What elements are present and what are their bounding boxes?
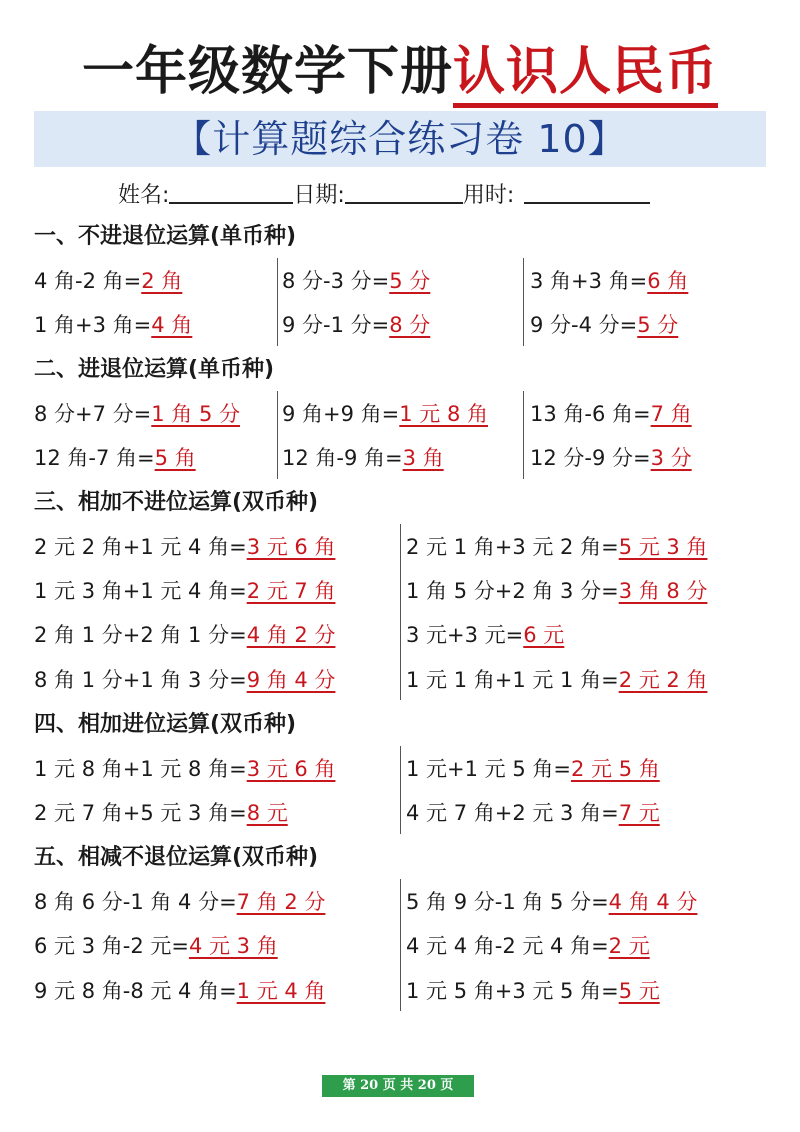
answer: 7 角 — [650, 402, 692, 426]
problem-item — [34, 531, 335, 563]
problem-item — [34, 265, 182, 297]
question: 4 元 4 角-2 元 4 角= — [406, 934, 609, 958]
problem-item — [406, 797, 660, 829]
problem-item — [406, 619, 564, 651]
answer: 6 元 — [523, 623, 565, 647]
question: 8 分+7 分= — [34, 402, 152, 426]
problem-item — [406, 664, 707, 696]
answer: 3 元 6 角 — [246, 535, 336, 559]
answer: 9 角 4 分 — [246, 668, 336, 692]
name-blank[interactable] — [169, 176, 293, 204]
answer: 5 分 — [637, 313, 679, 337]
question: 2 元 7 角+5 元 3 角= — [34, 801, 247, 825]
question: 2 元 1 角+3 元 2 角= — [406, 535, 619, 559]
answer: 3 角 8 分 — [618, 579, 708, 603]
problem-item — [530, 442, 692, 474]
problem-item — [34, 664, 335, 696]
question: 13 角-6 角= — [530, 402, 651, 426]
answer: 5 元 3 角 — [618, 535, 708, 559]
problem-item — [34, 797, 288, 829]
subtitle-banner — [34, 111, 766, 167]
question: 9 分-4 分= — [530, 313, 638, 337]
answer: 8 元 — [246, 801, 288, 825]
question: 8 角 6 分-1 角 4 分= — [34, 890, 237, 914]
problem-item — [406, 930, 650, 962]
problem-item — [34, 753, 335, 785]
answer: 2 元 2 角 — [618, 668, 708, 692]
section-title: 二、进退位运算(单币种) — [34, 357, 275, 382]
problem-item — [406, 531, 707, 563]
answer: 3 元 6 角 — [246, 757, 336, 781]
question: 4 角-2 角= — [34, 269, 142, 293]
question: 9 角+9 角= — [282, 402, 400, 426]
subtitle-text: 【计算题综合练习卷 10】 — [173, 117, 627, 161]
answer: 2 元 5 角 — [570, 757, 660, 781]
question: 1 角 5 分+2 角 3 分= — [406, 579, 619, 603]
answer: 7 元 — [618, 801, 660, 825]
time-label: 用时: — [462, 183, 515, 208]
title-highlight: 认识人民币 — [453, 42, 718, 108]
answer: 1 角 5 分 — [151, 402, 241, 426]
question: 12 角-9 角= — [282, 446, 403, 470]
problem-item — [34, 619, 335, 651]
section-title: 一、不进退位运算(单币种) — [34, 224, 297, 249]
answer: 8 分 — [389, 313, 431, 337]
answer: 1 元 8 角 — [399, 402, 489, 426]
name-label: 姓名: — [118, 183, 170, 208]
problem-item — [34, 309, 192, 341]
answer: 4 元 3 角 — [188, 934, 278, 958]
problem-item — [282, 309, 430, 341]
date-label: 日期: — [293, 183, 345, 208]
question: 1 元 3 角+1 元 4 角= — [34, 579, 247, 603]
answer: 7 角 2 分 — [236, 890, 326, 914]
problem-item — [34, 886, 325, 918]
column-divider — [523, 391, 524, 479]
question: 2 角 1 分+2 角 1 分= — [34, 623, 247, 647]
question: 3 元+3 元= — [406, 623, 524, 647]
answer: 2 元 7 角 — [246, 579, 336, 603]
problem-item — [530, 398, 692, 430]
column-divider — [400, 879, 401, 1011]
problem-item — [406, 886, 697, 918]
problem-item — [34, 975, 325, 1007]
question: 1 元 8 角+1 元 8 角= — [34, 757, 247, 781]
answer: 6 角 — [647, 269, 689, 293]
question: 2 元 2 角+1 元 4 角= — [34, 535, 247, 559]
answer: 1 元 4 角 — [236, 979, 326, 1003]
question: 1 元+1 元 5 角= — [406, 757, 571, 781]
column-divider — [277, 391, 278, 479]
problem-item — [406, 975, 660, 1007]
column-divider — [400, 524, 401, 700]
answer: 3 角 — [402, 446, 444, 470]
problem-item — [34, 398, 240, 430]
section-title: 四、相加进位运算(双币种) — [34, 712, 297, 737]
answer: 2 角 — [141, 269, 183, 293]
answer: 2 元 — [608, 934, 650, 958]
student-info-row — [118, 176, 650, 213]
answer: 4 角 — [151, 313, 193, 337]
question: 8 角 1 分+1 角 3 分= — [34, 668, 247, 692]
problem-item — [282, 398, 488, 430]
problem-item — [34, 930, 278, 962]
question: 12 分-9 分= — [530, 446, 651, 470]
answer: 4 角 4 分 — [608, 890, 698, 914]
problem-item — [34, 575, 335, 607]
problem-item — [530, 265, 688, 297]
question: 1 元 5 角+3 元 5 角= — [406, 979, 619, 1003]
answer: 5 分 — [389, 269, 431, 293]
question: 4 元 7 角+2 元 3 角= — [406, 801, 619, 825]
question: 1 元 1 角+1 元 1 角= — [406, 668, 619, 692]
column-divider — [523, 258, 524, 346]
question: 5 角 9 分-1 角 5 分= — [406, 890, 609, 914]
problem-item — [530, 309, 678, 341]
question: 1 角+3 角= — [34, 313, 152, 337]
question: 12 角-7 角= — [34, 446, 155, 470]
problem-item — [282, 442, 444, 474]
page-title — [0, 40, 800, 104]
answer: 4 角 2 分 — [246, 623, 336, 647]
section-title: 五、相减不退位运算(双币种) — [34, 845, 319, 870]
column-divider — [400, 746, 401, 834]
answer: 3 分 — [650, 446, 692, 470]
answer: 5 角 — [154, 446, 196, 470]
problem-item — [406, 575, 707, 607]
problem-item — [34, 442, 196, 474]
page-number-badge: 第 20 页 共 20 页 — [322, 1075, 474, 1097]
date-blank[interactable] — [345, 176, 463, 204]
time-blank[interactable] — [524, 176, 650, 204]
question: 6 元 3 角-2 元= — [34, 934, 189, 958]
question: 3 角+3 角= — [530, 269, 648, 293]
title-main: 一年级数学下册 — [81, 42, 453, 102]
section-title: 三、相加不进位运算(双币种) — [34, 490, 319, 515]
question: 8 分-3 分= — [282, 269, 390, 293]
problem-item — [282, 265, 430, 297]
question: 9 分-1 分= — [282, 313, 390, 337]
answer: 5 元 — [618, 979, 660, 1003]
question: 9 元 8 角-8 元 4 角= — [34, 979, 237, 1003]
problem-item — [406, 753, 660, 785]
column-divider — [277, 258, 278, 346]
